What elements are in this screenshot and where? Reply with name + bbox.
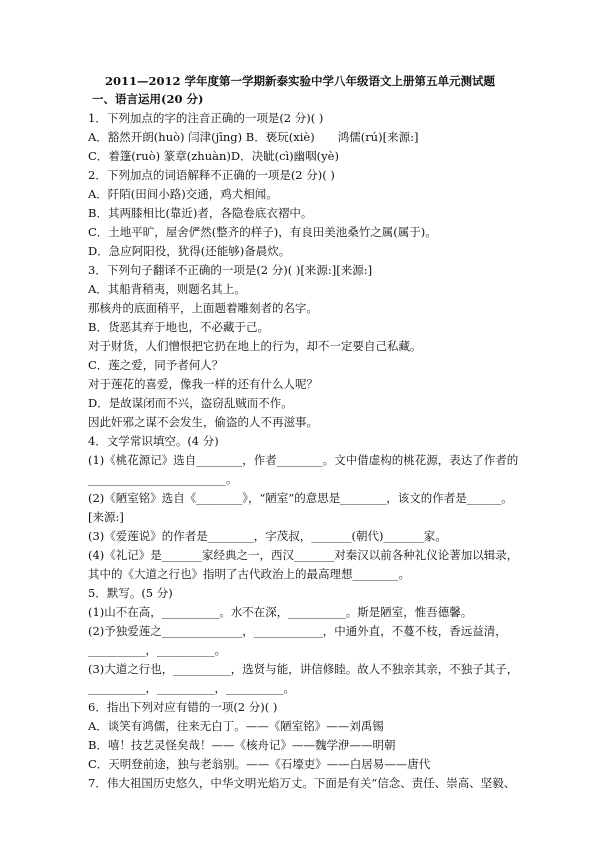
question-5: 5．默写。(5 分) [88, 586, 173, 600]
question-6: 6．指出下列对应有错的一项(2 分)( ) [88, 700, 278, 714]
section-heading-language: 一、语言运用(20 分) [92, 92, 204, 106]
question-2: 2．下列加点的词语解释不正确的一项是(2 分)( ) [88, 168, 335, 182]
option-line: A．豁然开朗(huò) 闫津(jīng) B．亵玩(xiè) 鸿儒(rú)[来源:] [88, 130, 419, 144]
fill-blank-line: ________________________。 [88, 472, 238, 486]
fill-blank-line: (4)《礼记》是_______家经典之一，西汉_______对秦汉以前各种礼仪论著加以辑录， [88, 548, 519, 562]
question-1: 1．下列加点的字的注音正确的一项是(2 分)( ) [88, 111, 324, 125]
fill-blank-line: 其中的《大道之行也》指明了古代政治上的最高理想________。 [88, 567, 410, 581]
recite-line: __________，__________，__________。 [88, 681, 295, 695]
option-line: B．其两膝相比(靠近)者，各隐卷底衣褶中。 [88, 206, 313, 220]
recite-line: (3)大道之行也，__________，选贤与能，讲信修睦。故人不独亲其亲，不独子其子， [88, 662, 519, 676]
fill-blank-line: (1)《桃花源记》选自________，作者________。文中借虚构的桃花源，表达了作者的 [88, 453, 519, 467]
option-line: A．阡陌(田间小路)交通，鸡犬相闻。 [88, 187, 278, 201]
recite-line: (2)予独爱莲之______________，____________，中通外直，不蔓不枝，香远益清， [88, 624, 507, 638]
option-line: B．嘻！技艺灵怪矣哉！——《核舟记》——魏学洢——明朝 [88, 738, 396, 752]
question-4: 4．文学常识填空。(4 分) [88, 434, 219, 448]
recite-line: __________，__________。 [88, 643, 226, 657]
option-line: B．货恶其弃于地也，不必藏于己。 [88, 320, 269, 334]
option-line: A．谈笑有鸿儒，往来无白丁。——《陋室铭》——刘禹锡 [88, 719, 384, 733]
option-line: C．着篷(ruò) 篆章(zhuàn)D．决眦(cì)幽咽(yè) [88, 149, 339, 163]
translation-line: 那核舟的底面稍平，上面题着雕刻者的名字。 [88, 301, 318, 315]
question-7: 7．伟大祖国历史悠久，中华文明光焰万丈。下面是有关“信念、责任、崇高、坚毅、 [88, 776, 516, 790]
option-line: C．天明登前途，独与老翁别。——《石壕吏》——白居易——唐代 [88, 757, 431, 771]
source-note: [来源:] [88, 510, 124, 524]
fill-blank-line: (2)《陋室铭》选自《________》，“陋室”的意思是________，该文的作者是______。 [88, 491, 513, 505]
option-line: C．土地平旷，屋舍俨然(整齐的样子)，有良田美池桑竹之属(属于)。 [88, 225, 437, 239]
option-line: D．是故谋闭而不兴，盗窃乱贼而不作。 [88, 396, 293, 410]
translation-line: 对于财货，人们憎恨把它扔在地上的行为，却不一定要自己私藏。 [88, 339, 422, 353]
question-3: 3．下列句子翻译不正确的一项是(2 分)( )[来源:][来源:] [88, 263, 373, 277]
fill-blank-line: (3)《爱莲说》的作者是________，字茂叔，_______(朝代)_______家。 [88, 529, 447, 543]
translation-line: 因此奸邪之谋不会发生，偷盗的人不再滋事。 [88, 415, 318, 429]
option-line: D．急应阿阳役，犹得(还能够)备晨炊。 [88, 244, 291, 258]
translation-line: 对于莲花的喜爱，像我一样的还有什么人呢？ [88, 377, 318, 391]
option-line: A．其船背稍夷，则题名其上。 [88, 282, 246, 296]
option-line: C．莲之爱，同予者何人？ [88, 358, 224, 372]
exam-title: 2011—2012 学年度第一学期新泰实验中学八年级语文上册第五单元测试题 [104, 74, 495, 88]
recite-line: (1)山不在高，__________。水不在深，__________。斯是陋室，惟吾德馨。 [88, 605, 473, 619]
